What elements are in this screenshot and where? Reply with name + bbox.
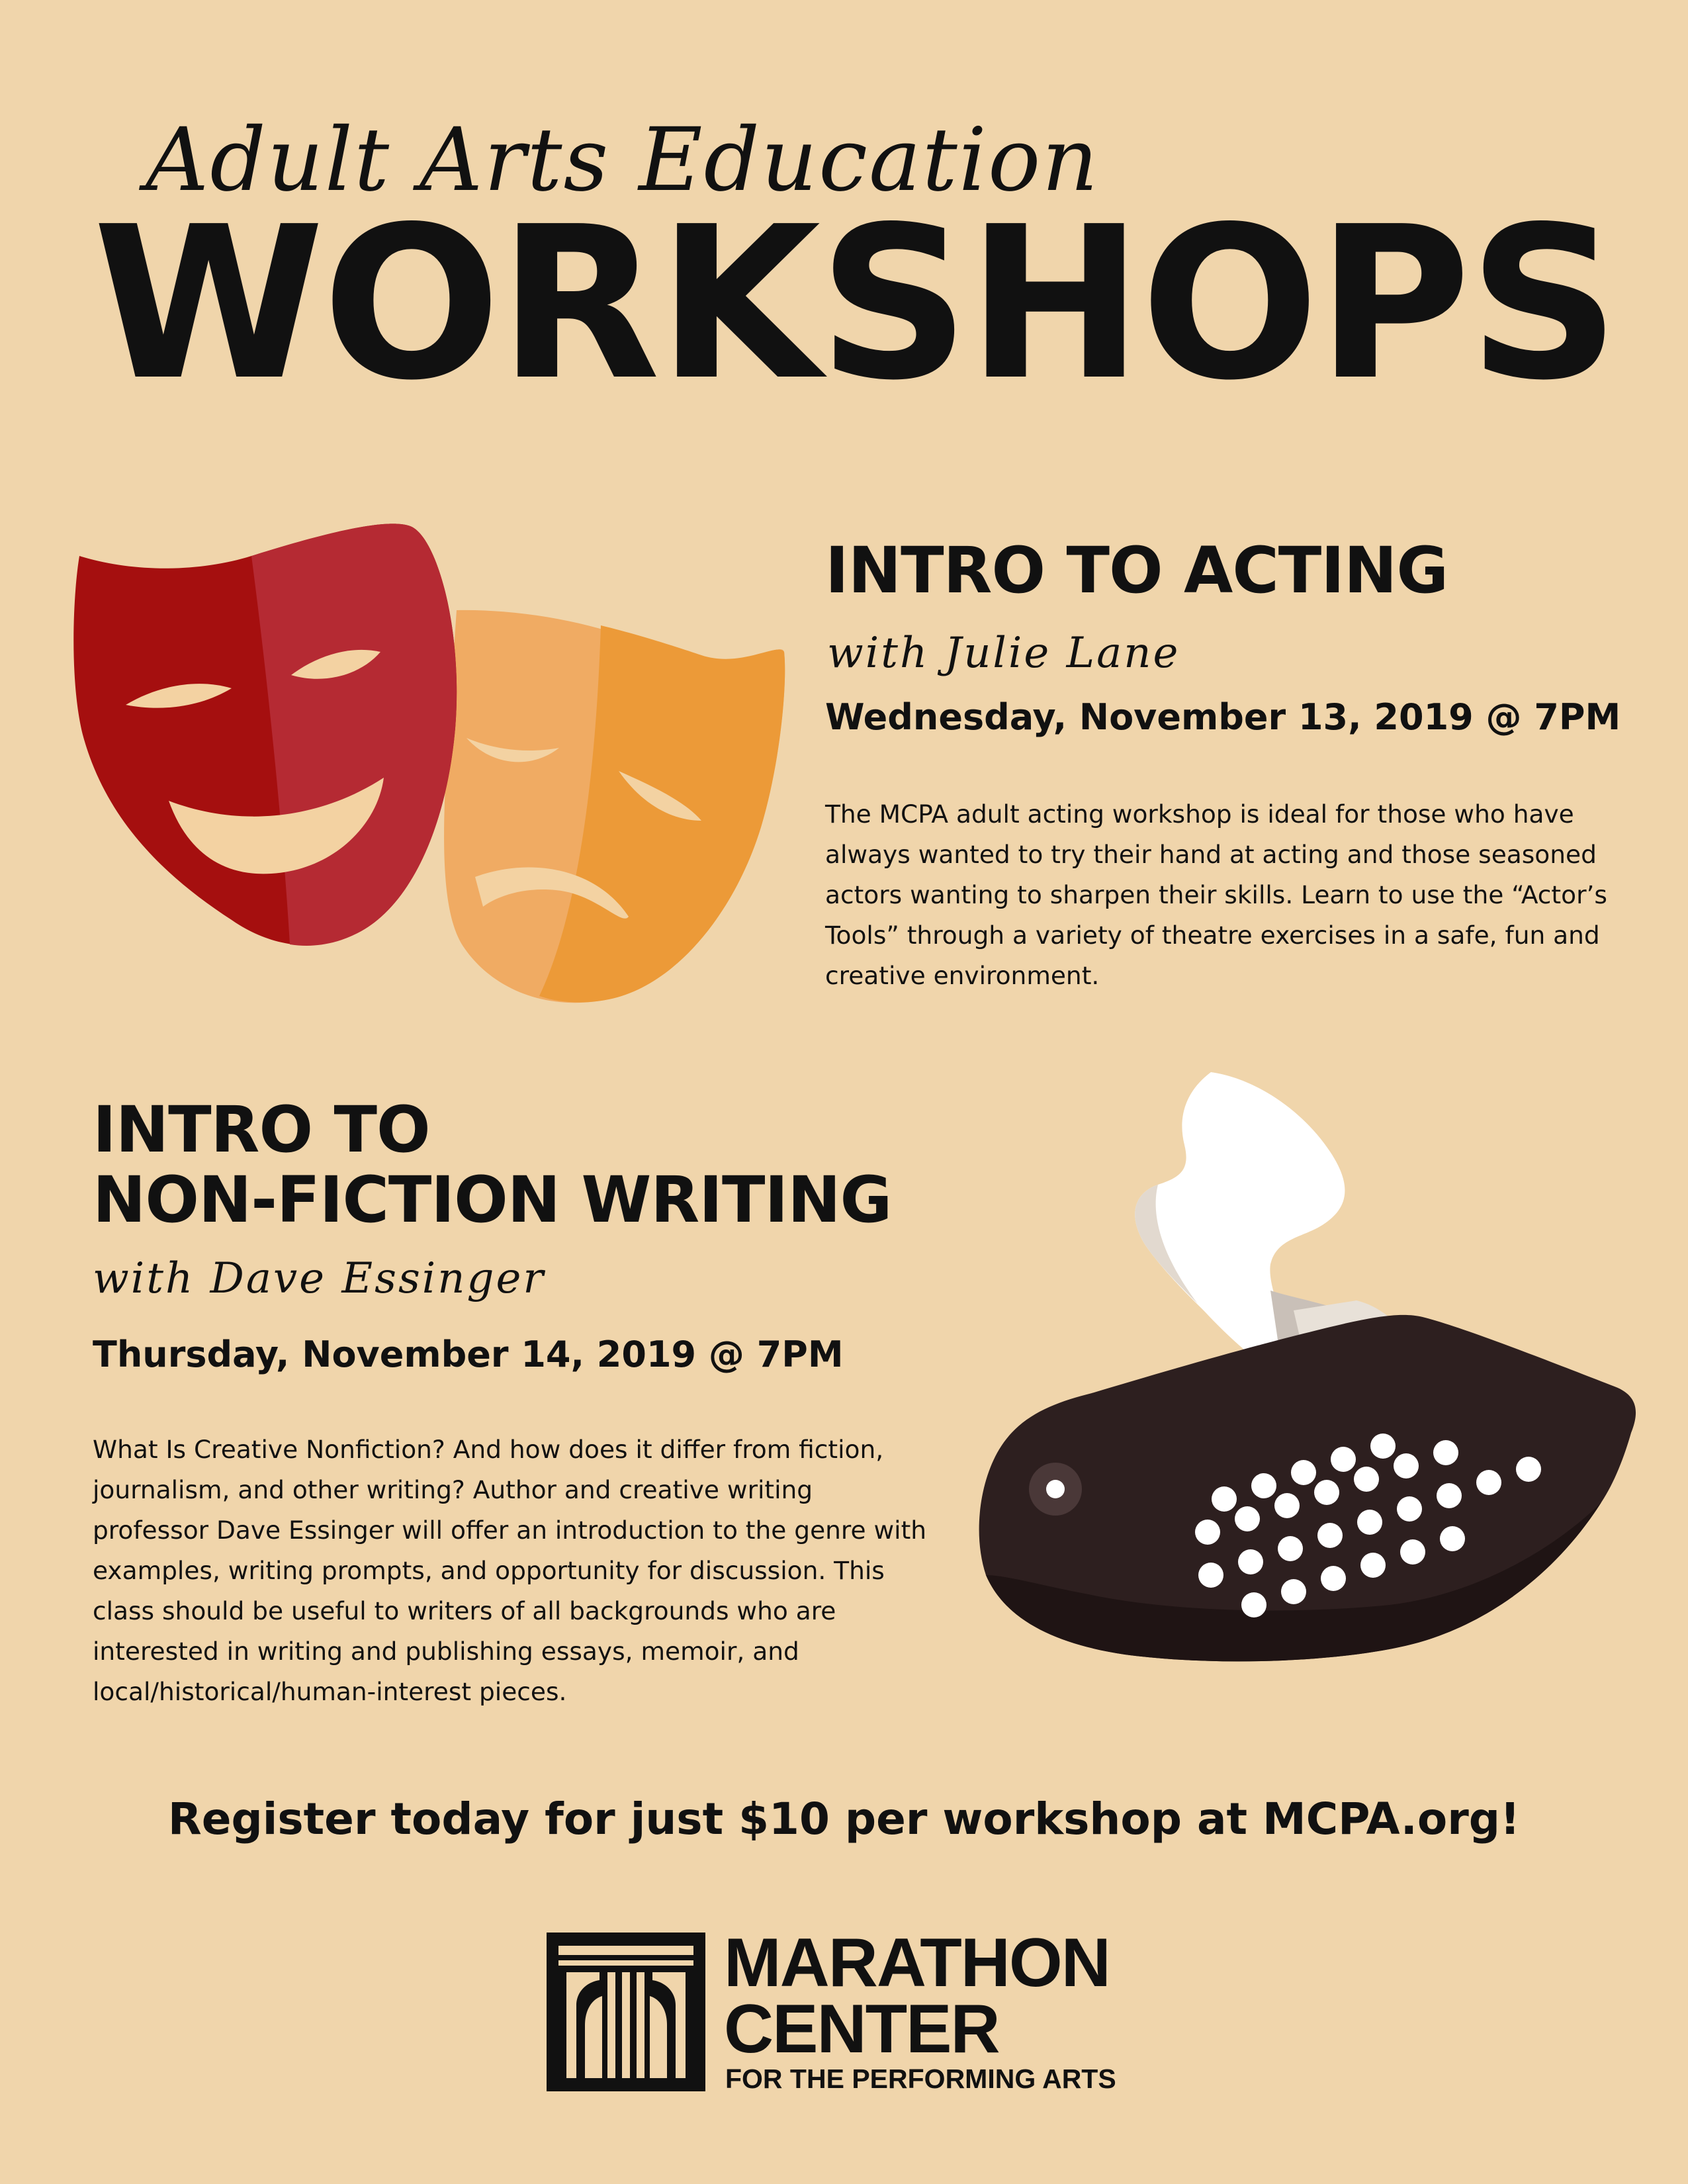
register-cta: Register today for just $10 per workshop at MCPA.org! — [167, 1794, 1521, 1844]
page-title: WORKSHOPS — [93, 181, 1617, 426]
marathon-logo-icon — [547, 1933, 705, 2091]
acting-date: Wednesday, November 13, 2019 @ 7PM — [825, 696, 1621, 738]
happy-mask-icon — [73, 523, 457, 946]
writing-title-line: INTRO TO — [93, 1093, 430, 1167]
theatre-masks-icon — [66, 510, 794, 1013]
logo-text-line2: CENTER — [724, 1991, 999, 2068]
typewriter-icon — [959, 1072, 1641, 1754]
logo-text-line3: FOR THE PERFORMING ARTS — [725, 2064, 1116, 2094]
logo-text-line1: MARATHON — [724, 1925, 1110, 2001]
acting-instructor: with Julie Lane — [827, 629, 1180, 678]
acting-description: The MCPA adult acting workshop is ideal for those who have always wanted to try their hand at acting and those seasoned actors wanting to sharpen their skills. Learn to use the “Actor’s Tools” through a variety of theatre exercises in a safe, fun and creative environment. — [825, 799, 1607, 990]
writing-description: What Is Creative Nonfiction? And how does it differ from fiction, journalism, and other writing? Author and creative writing professor Dave Essinger will offer an introduction to the genre with examples, writing prompts, and opportunity for discussion. This class should be useful to writers of all backgrounds who are interested in writing and publishing essays, memoir, and local/historical/human-interest pieces. — [93, 1435, 927, 1706]
sad-mask-icon — [444, 610, 785, 1003]
writing-date: Thursday, November 14, 2019 @ 7PM — [93, 1334, 844, 1375]
writing-title-line: NON-FICTION WRITING — [93, 1162, 892, 1237]
writing-instructor: with Dave Essinger — [93, 1254, 545, 1303]
acting-workshop-title: INTRO TO ACTING — [825, 533, 1448, 608]
header-script-title: Adult Arts Education — [146, 109, 1100, 211]
writing-workshop-title — [93, 1095, 891, 1235]
marathon-center-logo — [547, 1925, 1142, 2105]
